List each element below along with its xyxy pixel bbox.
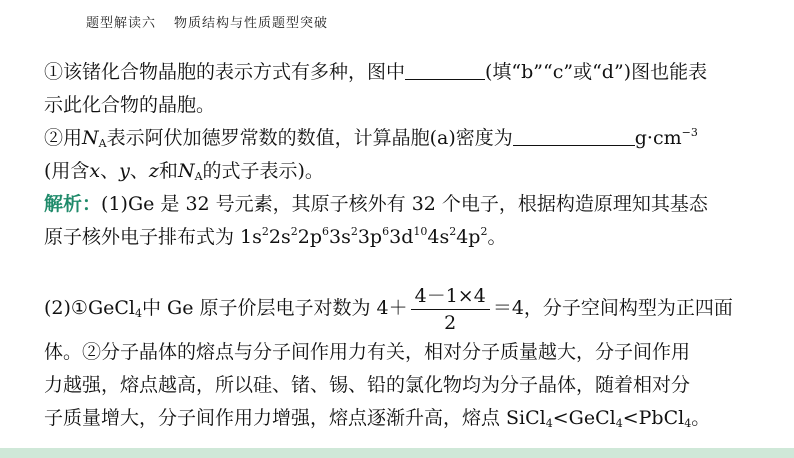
bottom-decor-bar <box>0 448 794 458</box>
analysis-line-1: 解析：(1)Ge 是 32 号元素，其原子核外有 32 个电子，根据构造原理知其基态 <box>44 193 708 215</box>
analysis-line-2: 原子核外电子排布式为 $1s^22s^22p^63s^23p^63d^{10}4s^24p^2$。 <box>44 225 507 248</box>
question-line-1: ①该锗化合物晶胞的表示方式有多种，图中 (填“b”“c”或“d”)图也能表 <box>44 61 708 83</box>
question-block <box>44 56 754 188</box>
analysis-line-3: (2)①GeCl$_4$中 Ge 原子价层电子对数为 4＋ $\frac{4-1\times 4}{2}$ ＝4，分子空间构型为正四面 <box>44 284 733 334</box>
analysis-part2 <box>44 280 754 435</box>
fraction: $\frac{4-1\times 4}{2}$ <box>411 283 490 336</box>
question-line-3: ②用$N_A$表示阿伏加德罗常数的数值，计算晶胞(a)密度为 $g\cdot cm^{-3}$ <box>44 126 698 150</box>
analysis-line-6: 子质量增大，分子间作用力增强，熔点逐渐升高，熔点 SiCl$_4$<GeCl$_4$<PbCl$_4$。 <box>44 407 711 430</box>
header-section: 题型解读六 <box>86 16 157 31</box>
answer-blank-2 <box>513 125 635 146</box>
page-header <box>86 12 328 31</box>
analysis-line-5: 力越强，熔点越高，所以硅、锗、锡、铅的氯化物均为分子晶体，随着相对分 <box>44 374 691 396</box>
question-line-4: (用含x、y、z和$N_A$的式子表示)。 <box>44 160 324 183</box>
analysis-block <box>44 188 754 254</box>
analysis-label: 解析 <box>44 193 83 215</box>
analysis-line-4: 体。②分子晶体的熔点与分子间作用力有关，相对分子质量越大，分子间作用 <box>44 341 691 363</box>
question-line-2: 示此化合物的晶胞。 <box>44 94 216 116</box>
header-title: 物质结构与性质题型突破 <box>174 16 329 31</box>
answer-blank-1 <box>405 59 485 80</box>
